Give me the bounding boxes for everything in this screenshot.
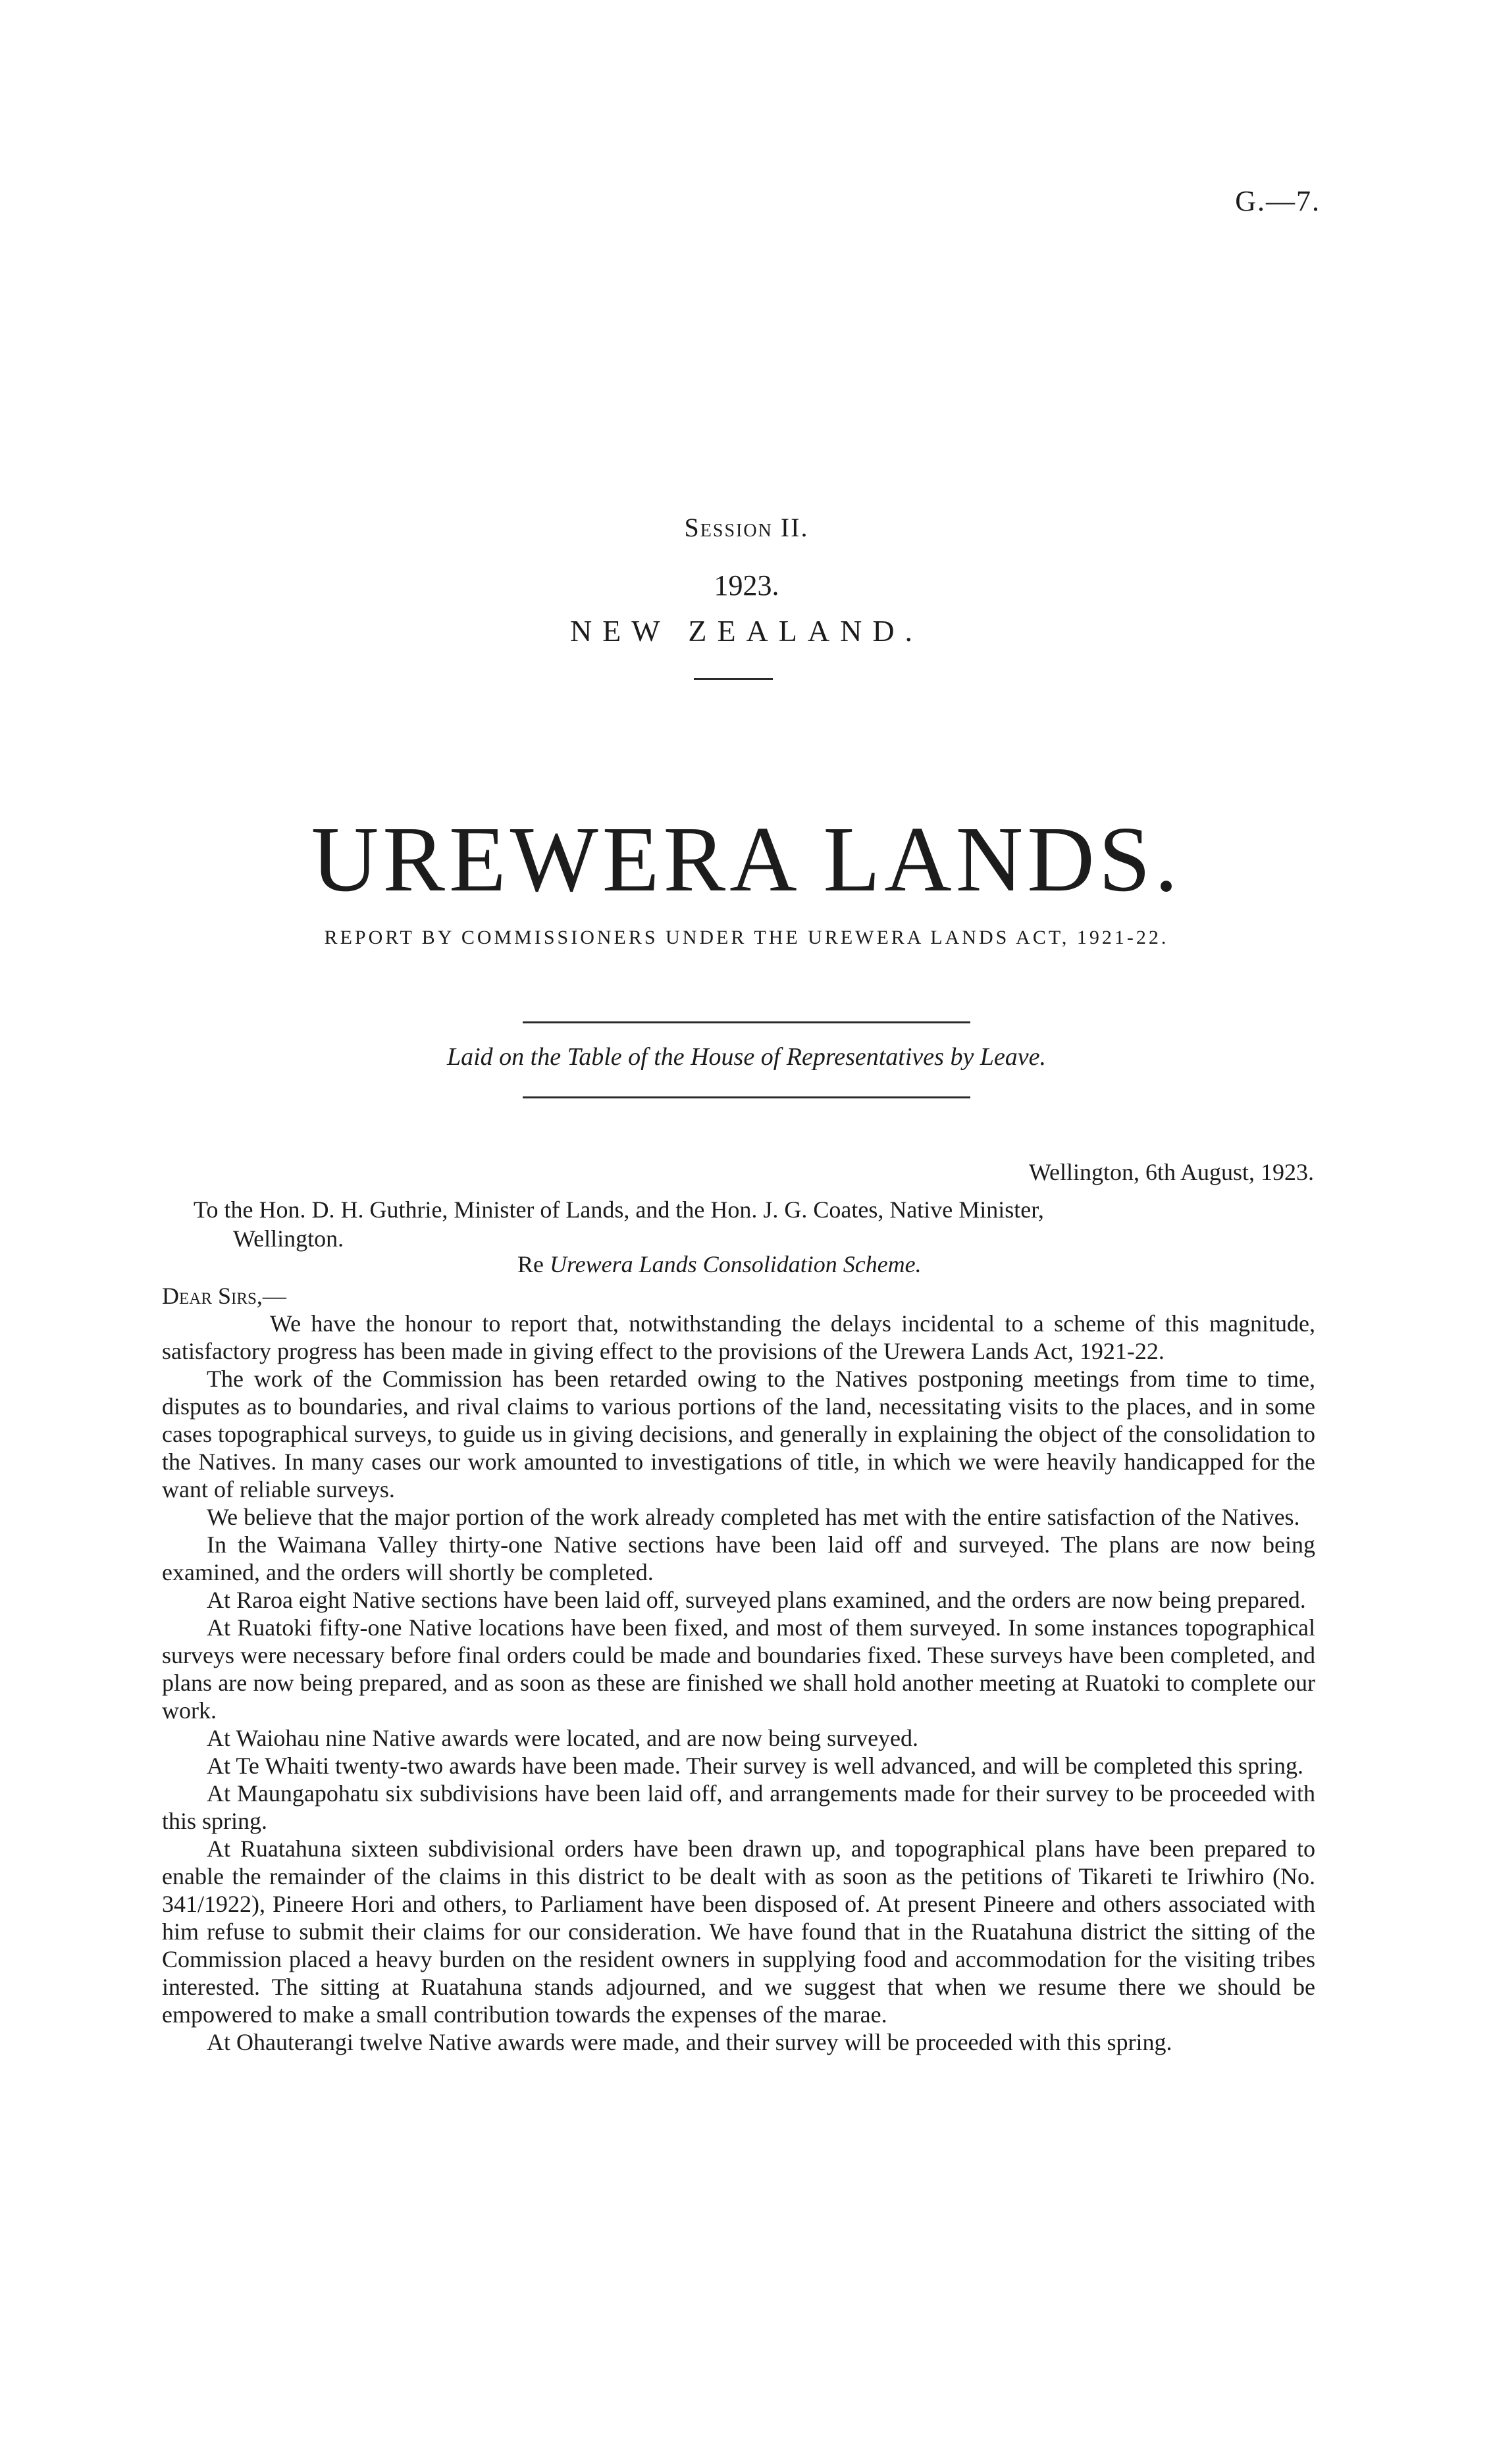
laid-on-table-note: Laid on the Table of the House of Representatives by Leave. [446,1043,1047,1071]
body-paragraph: At Te Whaiti twenty-two awards have been made. Their survey is well advanced, and will be completed this spring. [207,1753,1304,1779]
letter-address [194,1195,1315,1253]
body-paragraph: At Ruatoki fifty-one Native locations have been fixed, and most of them surveyed. In some instances topographical surveys were necessary before final orders could be made and boundaries fixed. These surveys have been completed, and plans are now being prepared, and as soon as these are finished we shall hold another meeting at Ruatoki to complete our work. [162,1614,1315,1724]
body-paragraph: At Raroa eight Native sections have been laid off, surveyed plans examined, and the orders are now being prepared. [207,1587,1306,1613]
report-subtitle: REPORT BY COMMISSIONERS UNDER THE UREWERA LANDS ACT, 1921-22. [324,927,1169,948]
body-paragraph: We believe that the major portion of the work already completed has met with the entire satisfaction of the Natives. [207,1504,1300,1530]
address-line: To the Hon. D. H. Guthrie, Minister of Lands, and the Hon. J. G. Coates, Native Minister, [194,1196,1044,1223]
session-heading: Session II. [684,513,809,542]
body-paragraph: At Ohauterangi twelve Native awards were made, and their survey will be proceeded with this spring. [207,2029,1172,2055]
year-heading: 1923. [714,569,779,602]
body-paragraph: At Maungapohatu six subdivisions have been laid off, and arrangements made for their survey to be proceeded with this spring. [162,1780,1315,1834]
subject-prefix: Re [517,1251,544,1277]
body-paragraph: At Waiohau nine Native awards were located, and are now being surveyed. [207,1725,919,1751]
divider-rule [694,678,773,680]
body-paragraph: The work of the Commission has been retarded owing to the Natives postponing meetings from time to time, disputes as to boundaries, and rival claims to various portions of the land, necessitating visits to the places, and in some cases topographical surveys, to guide us in giving decisions, and generally in explaining the object of the consolidation to the Natives. In many cases our work amounted to investigations of title, in which we were heavily handicapped for the want of reliable surveys. [162,1366,1315,1502]
address-line: Wellington. [233,1225,344,1252]
letter-dateline: Wellington, 6th August, 1923. [1028,1159,1314,1185]
body-paragraph: In the Waimana Valley thirty-one Native sections have been laid off and surveyed. The plans are now being examined, and the orders will shortly be completed. [162,1531,1315,1585]
divider-rule [523,1021,970,1023]
salutation: Dear Sirs,— [162,1283,286,1309]
subject-line [517,1250,922,1278]
document-reference: G.—7. [1235,185,1321,217]
divider-rule [523,1096,970,1098]
report-body [162,1310,1315,2056]
body-paragraph: At Ruatahuna sixteen subdivisional orders have been drawn up, and topographical plans have been prepared to enable the remainder of the claims in this district to be dealt with as soon as the petitions of Tikareti te Iriwhiro (No. 341/1922), Pineere Hori and others, to Parliament have been disposed of. At present Pineere and others associated with him refuse to submit their claims for our consideration. We have found that in the Ruatahuna district the sitting of the Commission placed a heavy burden on the resident owners in supplying food and accommodation for the visiting tribes interested. The sitting at Ruatahuna stands adjourned, and we suggest that when we resume there we should be empowered to make a small contribution towards the expenses of the marae. [162,1835,1315,2028]
country-heading: NEW ZEALAND. [569,614,924,648]
subject-title: Urewera Lands Consolidation Scheme. [550,1251,922,1277]
body-paragraph: We have the honour to report that, notwithstanding the delays incidental to a scheme of this magnitude, satisfactory progress has been made in giving effect to the provisions of the Urewera Lands Act, 1921-22. [162,1310,1315,1364]
main-title: UREWERA LANDS. [311,807,1182,911]
